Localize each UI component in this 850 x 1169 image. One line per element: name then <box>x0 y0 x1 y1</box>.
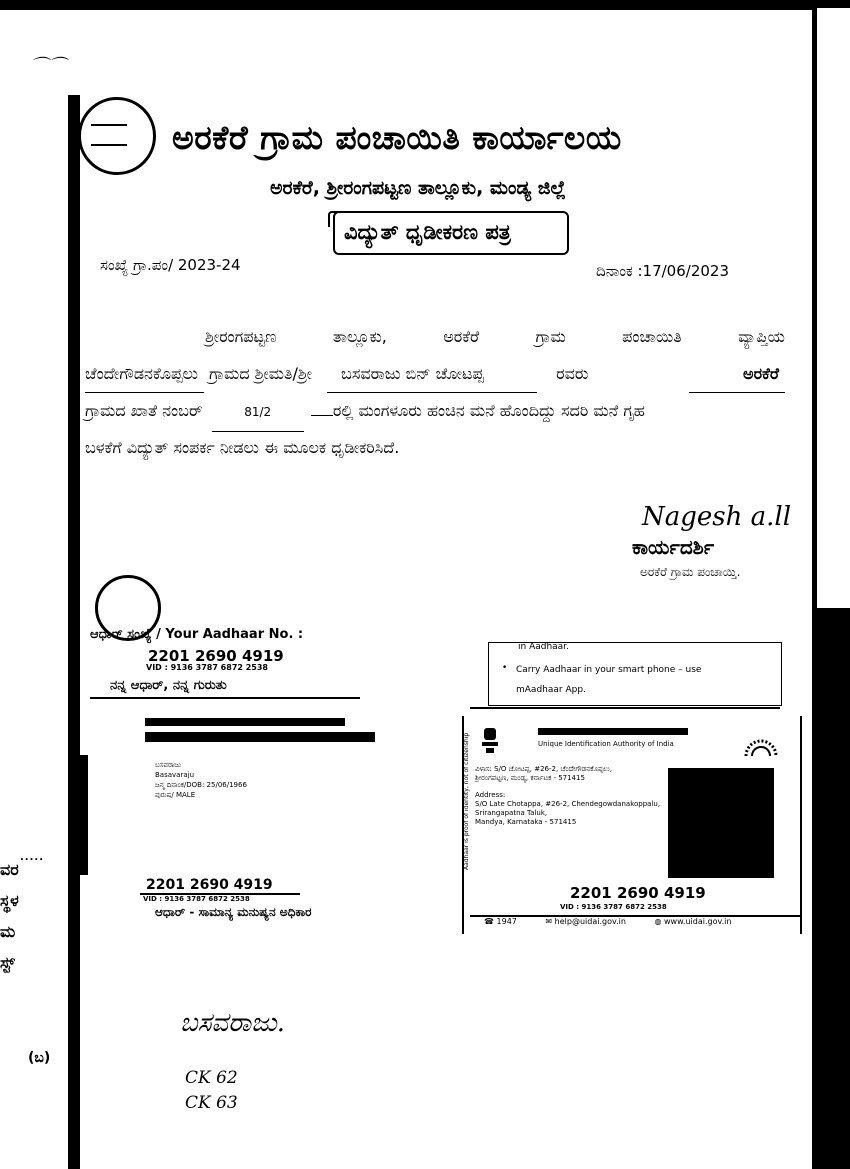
web-icon: ◍ <box>654 917 662 926</box>
khata-number: 81/2 <box>212 394 304 432</box>
qr-code <box>668 768 774 878</box>
card-border <box>800 716 802 934</box>
uidai-authority: Unique Identification Authority of India <box>538 740 674 748</box>
signatory-designation: ಕಾರ್ಯದರ್ಶಿ <box>632 535 715 559</box>
holder-dob: ಜನ್ಮ ದಿನಾಂಕ/DOB: 25/06/1966 <box>155 781 247 789</box>
aadhaar-back-address <box>475 765 660 827</box>
pen-stroke: ⌒⌒ <box>30 56 66 77</box>
reference-number: ಸಂಖ್ಯೆ ಗ್ರಾ.ಪಂ/ 2023-24 <box>100 256 241 274</box>
aadhaar-back-footer <box>484 917 731 926</box>
signature: Nagesh a.ll <box>642 502 792 532</box>
edge-fragment: ಸ್ಟ್ <box>0 953 15 972</box>
aadhaar-label: ಆಧಾರ್ ಸಂಖ್ಯೆ / Your Aadhaar No. : <box>90 627 304 642</box>
village-name: ಚೆಂದೇಗೌಡನಕೊಪ್ಪಲು <box>85 355 204 393</box>
underline <box>311 415 333 416</box>
handwritten-code: CK 62 <box>185 1068 238 1088</box>
owner-name: ಬಸವರಾಜು ಬಿನ್ ಚೋಟಪ್ಪ <box>327 355 537 393</box>
edge-dots: ..... <box>20 852 44 863</box>
body-word: ತಾಲ್ಲೂಕು, <box>332 327 387 346</box>
handwritten-code: CK 63 <box>185 1093 238 1113</box>
mail-icon: ✉ <box>545 917 553 926</box>
national-emblem-icon <box>478 726 502 754</box>
office-seal <box>78 97 156 175</box>
body-word: ಪಂಚಾಯಿತಿ <box>622 327 682 346</box>
aadhaar-number: 2201 2690 4919 <box>148 647 284 665</box>
body-text: ರಲ್ಲಿ ಮಂಗಳೂರು ಹಂಚಿನ ಮನೆ ಹೊಂದಿದ್ದು ಸದರಿ ಮನೆ ಗೃಹ <box>332 401 645 420</box>
divider <box>140 893 300 895</box>
redaction-bar <box>145 732 375 742</box>
body-word: ಶ್ರೀರಂಗಪಟ್ಟಣ <box>205 327 277 346</box>
scan-corner-shadow <box>830 1065 850 1169</box>
address-en: Mandya, Karnataka - 571415 <box>475 818 577 826</box>
body-line-1 <box>85 318 785 355</box>
aadhaar-front-tagline: ಆಧಾರ್ - ಸಾಮಾನ್ಯ ಮನುಷ್ಯನ ಅಧಿಕಾರ <box>155 905 312 919</box>
aadhaar-vid: VID : 9136 3787 6872 2538 <box>146 663 268 672</box>
scan-edge-right-paper <box>817 8 850 608</box>
adjacent-page-fragments <box>0 860 70 984</box>
helpline: 1947 <box>496 917 517 926</box>
signatory-office: ಅರಕೆರೆ ಗ್ರಾಮ ಪಂಚಾಯ್ತಿ. <box>640 565 741 579</box>
place-name: ಅರಕೆರೆ <box>689 355 785 393</box>
aadhaar-front-details <box>155 760 247 800</box>
address-en: Srirangapatna Taluk, <box>475 809 548 817</box>
edge-fragment: ಮ <box>0 922 16 941</box>
scan-edge-top <box>0 0 850 10</box>
aadhaar-logo-icon <box>742 736 780 760</box>
help-email: help@uidai.gov.in <box>554 917 626 926</box>
edge-fragment: (ಬ) <box>28 1050 51 1066</box>
aadhaar-back-number: 2201 2690 4919 <box>570 884 706 902</box>
certificate-title: ವಿದ್ಯುತ್ ಧೃಡೀಕರಣ ಪತ್ರ <box>344 220 511 244</box>
phone-icon: ☎ <box>484 917 494 926</box>
aadhaar-front-vid: VID : 9136 3787 6872 2538 <box>143 895 250 903</box>
issue-date: ದಿನಾಂಕ :17/06/2023 <box>596 262 729 280</box>
cut-line <box>90 697 360 699</box>
office-address: ಅರಕೆರೆ, ಶ್ರೀರಂಗಪಟ್ಟಣ ತಾಲ್ಲೂಕು, ಮಂಡ್ಯ ಜಿಲ್ಲೆ <box>270 177 566 199</box>
certificate-body <box>85 318 785 466</box>
info-text: in Aadhaar. <box>518 642 569 652</box>
address-kn: ಶ್ರೀರಂಗಪಟ್ಟಣ, ಮಂಡ್ಯ, ಕರ್ನಾಟಕ - 571415 <box>475 774 585 782</box>
holder-gender: ಪುರುಷ/ MALE <box>155 791 196 799</box>
aadhaar-tagline: ನನ್ನ ಆಧಾರ್, ನನ್ನ ಗುರುತು <box>110 678 227 693</box>
holder-name-kn: ಬಸವರಾಜು <box>155 761 182 769</box>
info-text <box>516 663 701 697</box>
edge-fragment: ಸ್ಥಳ <box>0 891 19 910</box>
address-en: S/O Late Chotappa, #26-2, Chendegowdanakoppalu, <box>475 800 661 808</box>
body-text: ರವರು <box>556 364 589 383</box>
aadhaar-back-vid: VID : 9136 3787 6872 2538 <box>560 903 667 911</box>
aadhaar-side-text: Aadhaar is proof of identity, not of citizenship <box>463 732 470 870</box>
holder-name-en: Basavaraju <box>155 771 195 779</box>
address-kn: ವಿಳಾಸ: S/O ಚೋಟಪ್ಪ, #26-2, ಚೆಂದೇಗೌಡನಕೊಪ್ಪಲು, <box>475 765 613 773</box>
address-label: Address: <box>475 791 506 799</box>
edge-fragment: ವರ <box>0 860 19 879</box>
redaction-bar <box>145 718 345 726</box>
scan-shadow <box>80 755 88 875</box>
body-text: ಗ್ರಾಮದ ಖಾತೆ ನಂಬರ್ <box>85 401 203 420</box>
info-line: Carry Aadhaar in your smart phone – use <box>516 665 702 675</box>
body-word: ಅರಕೆರೆ <box>443 327 480 346</box>
redaction-bar <box>538 728 688 735</box>
website: www.uidai.gov.in <box>664 917 732 926</box>
info-line: mAadhaar App. <box>516 685 586 695</box>
body-text: ಗ್ರಾಮದ ಶ್ರೀಮತಿ/ಶ್ರೀ <box>209 364 312 383</box>
body-word: ವ್ಯಾಪ್ತಿಯ <box>738 327 785 346</box>
aadhaar-front-number: 2201 2690 4919 <box>146 877 273 893</box>
handwritten-name: ಬಸವರಾಜು. <box>180 1008 286 1038</box>
body-line-4 <box>85 429 785 466</box>
body-text: ಬಳಕೆಗೆ ವಿದ್ಯುತ್ ಸಂಪರ್ಕ ನೀಡಲು ಈ ಮೂಲಕ ಧೃಡೀಕರಿಸಿದೆ. <box>85 438 400 457</box>
scan-edge-left <box>68 95 80 1169</box>
body-line-3 <box>85 392 785 429</box>
office-name: ಅರಕೆರೆ ಗ್ರಾಮ ಪಂಚಾಯಿತಿ ಕಾರ್ಯಾಲಯ <box>172 118 622 157</box>
body-word: ಗ್ರಾಮ <box>535 327 566 346</box>
info-bullet: • <box>502 663 508 673</box>
body-line-2 <box>85 355 785 392</box>
cut-line <box>470 707 780 709</box>
